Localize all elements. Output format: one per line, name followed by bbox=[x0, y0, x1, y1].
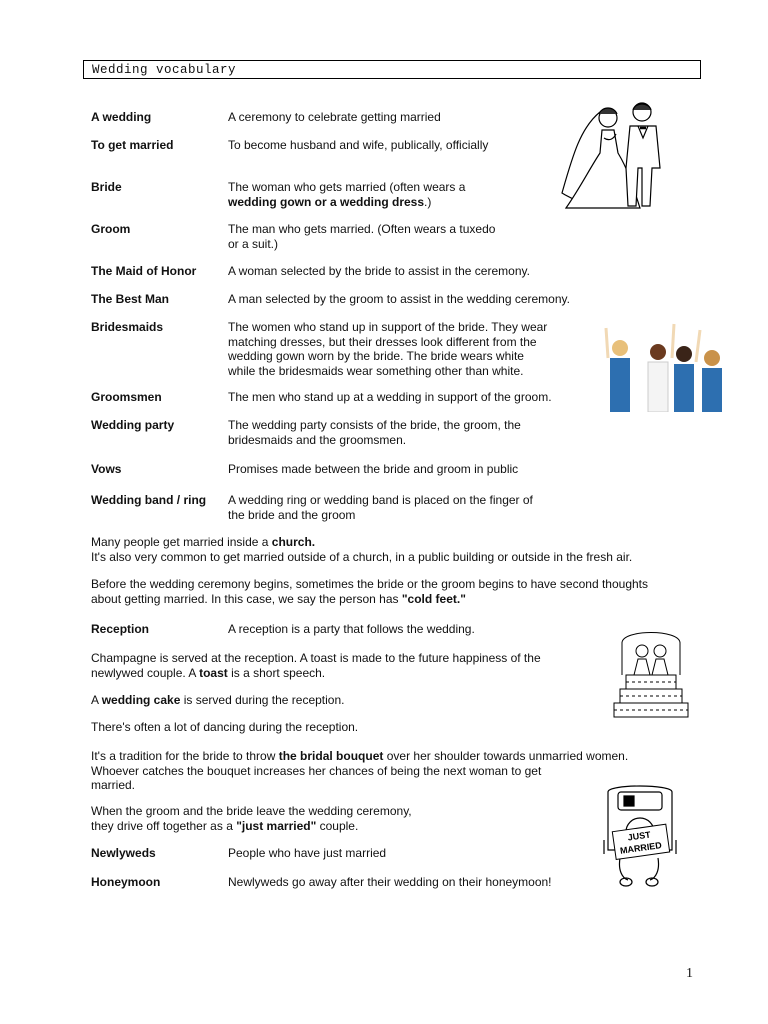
term-definition: Promises made between the bride and groom in public bbox=[228, 462, 519, 476]
dress-blue bbox=[610, 358, 630, 412]
definition-line: wedding gown worn by the bride. The bride wears white bbox=[228, 349, 524, 363]
definition-line: matching dresses, but their dresses look different from the bbox=[228, 334, 537, 349]
title-box bbox=[83, 60, 701, 79]
bold-text: toast bbox=[199, 665, 228, 680]
champagne-paragraph bbox=[91, 651, 541, 680]
term-label: Newlyweds bbox=[91, 846, 156, 860]
term-definition bbox=[228, 222, 495, 251]
just-married-car-illustration bbox=[600, 780, 680, 890]
term-definition: The men who stand up at a wedding in support of the groom. bbox=[228, 390, 552, 404]
term-label: Groom bbox=[91, 222, 131, 236]
page-title: Wedding vocabulary bbox=[92, 63, 237, 77]
term-label: Vows bbox=[91, 462, 122, 476]
term-label: Bridesmaids bbox=[91, 320, 164, 334]
definition-line: The man who gets married. (Often wears a tuxedo bbox=[228, 222, 496, 236]
term-label: Bride bbox=[91, 180, 122, 194]
text: It's also very common to get married outside of a church, in a public building or outside in the fresh air. bbox=[91, 549, 633, 564]
term-label: Reception bbox=[91, 622, 150, 636]
text: they drive off together as a bbox=[91, 818, 237, 833]
term-definition: To become husband and wife, publically, officially bbox=[228, 138, 489, 152]
cold-feet-paragraph bbox=[91, 577, 648, 606]
text: is a short speech. bbox=[227, 665, 326, 680]
term-definition: A man selected by the groom to assist in the wedding ceremony. bbox=[228, 292, 570, 306]
bride-groom-illustration bbox=[560, 98, 670, 212]
term-definition: A woman selected by the bride to assist in the ceremony. bbox=[228, 264, 530, 278]
term-definition: Newlyweds go away after their wedding on their honeymoon! bbox=[228, 875, 552, 889]
bridesmaids-photo bbox=[600, 318, 730, 412]
term-definition: A reception is a party that follows the wedding. bbox=[228, 622, 475, 636]
text: When the groom and the bride leave the wedding ceremony, bbox=[91, 804, 412, 818]
bold-text: "cold feet." bbox=[401, 591, 466, 606]
definition-line: The women who stand up in support of the bride. They wear bbox=[228, 320, 548, 334]
page-number: 1 bbox=[686, 966, 693, 981]
term-definition bbox=[228, 493, 533, 522]
term-label: Wedding party bbox=[91, 418, 175, 432]
text: couple. bbox=[316, 818, 359, 833]
term-label: To get married bbox=[91, 138, 174, 152]
bold-text: "just married" bbox=[236, 818, 317, 833]
definition-line: the bride and the groom bbox=[228, 507, 356, 522]
just-married-paragraph bbox=[91, 804, 412, 833]
definition-tail: .) bbox=[424, 194, 432, 209]
definition-line: The wedding party consists of the bride, the groom, the bbox=[228, 418, 521, 432]
term-definition bbox=[228, 418, 521, 447]
definition-bold: wedding gown or a wedding dress bbox=[228, 194, 425, 209]
text: is served during the reception. bbox=[180, 693, 345, 707]
term-definition bbox=[228, 180, 465, 209]
text: about getting married. In this case, we say the person has bbox=[91, 591, 402, 606]
wedding-cake-illustration bbox=[612, 625, 690, 721]
car-sign-line1: JUST bbox=[627, 829, 652, 843]
text: A bbox=[91, 693, 102, 707]
text: Champagne is served at the reception. A toast is made to the future happiness of the bbox=[91, 651, 541, 665]
definition-line: while the bridesmaids wear something other than white. bbox=[228, 363, 524, 378]
term-label: Groomsmen bbox=[91, 390, 162, 404]
text: Before the wedding ceremony begins, sometimes the bride or the groom begins to have second thoughts bbox=[91, 577, 648, 591]
car-sign-line2: MARRIED bbox=[619, 840, 663, 856]
bold-text: wedding cake bbox=[101, 693, 181, 707]
text: married. bbox=[91, 778, 136, 792]
text: Many people get married inside a bbox=[91, 535, 272, 549]
definition-line: or a suit.) bbox=[228, 236, 279, 251]
definition-line: The woman who gets married (often wears a bbox=[228, 180, 466, 194]
term-definition bbox=[228, 320, 547, 378]
term-label: Honeymoon bbox=[91, 875, 161, 889]
dancing-paragraph: There's often a lot of dancing during the reception. bbox=[91, 720, 359, 734]
bold-text: the bridal bouquet bbox=[278, 749, 384, 763]
church-paragraph bbox=[91, 535, 632, 564]
bold-text: church. bbox=[271, 535, 316, 549]
term-label: The Maid of Honor bbox=[91, 264, 197, 278]
definition-line: bridesmaids and the groomsmen. bbox=[228, 432, 407, 447]
text: newlywed couple. A bbox=[91, 665, 200, 680]
text: over her shoulder towards unmarried women. bbox=[383, 749, 629, 763]
definition-line: A wedding ring or wedding band is placed on the finger of bbox=[228, 493, 533, 507]
text: It's a tradition for the bride to throw bbox=[91, 749, 279, 763]
cake-paragraph bbox=[91, 693, 344, 708]
term-label: The Best Man bbox=[91, 292, 170, 306]
term-definition: A ceremony to celebrate getting married bbox=[228, 110, 441, 124]
text: Whoever catches the bouquet increases her chances of being the next woman to get bbox=[91, 763, 542, 778]
term-definition: People who have just married bbox=[228, 846, 387, 860]
term-label: A wedding bbox=[91, 110, 152, 124]
bouquet-paragraph bbox=[91, 749, 628, 793]
term-label: Wedding band / ring bbox=[91, 493, 207, 507]
